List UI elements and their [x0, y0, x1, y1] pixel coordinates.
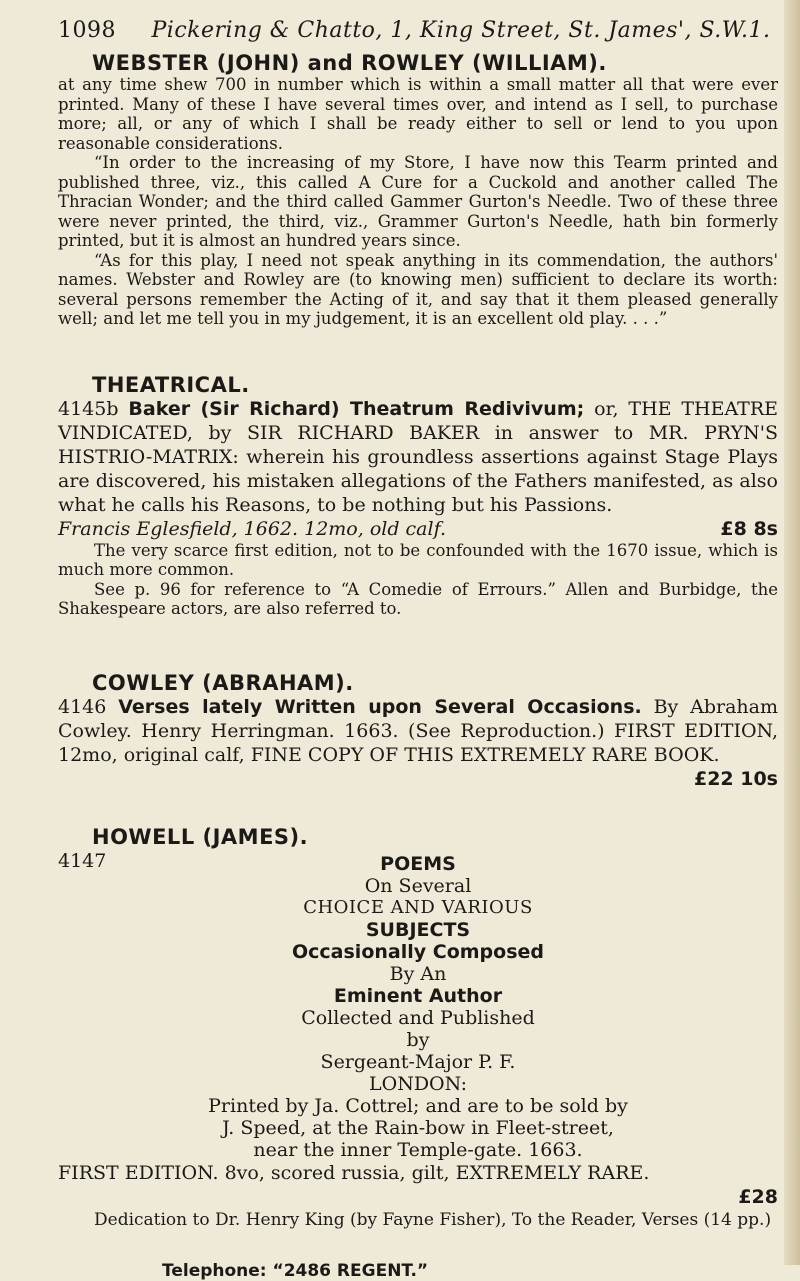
lot-edition: FIRST EDITION. 8vo, scored russia, gilt, EXTREMELY RARE. [58, 1161, 650, 1184]
entry-heading: WEBSTER (JOHN) and ROWLEY (WILLIAM). [92, 51, 607, 75]
telephone-footer: Telephone: “2486 REGENT.” [162, 1260, 429, 1281]
entry-text: at any time shew 700 in number which is within a small matter all that were ever printed. Many of these I have several times over, and intend as I sell, to purchase more; all, or any of which I shall be ready either to sell or lend to you upon reasonable considerations. [58, 75, 778, 153]
lot-note: See p. 96 for reference to “A Comedie of Errours.” Allen and Burbidge, the Shakespeare actors, are also referred to. [58, 579, 778, 618]
lot-price: £8 8s [720, 517, 778, 540]
running-header [58, 18, 778, 43]
lot-title: Baker (Sir Richard) Theatrum Redivivum; [128, 397, 585, 420]
title-page-transcription [58, 853, 778, 1161]
lot-number: 4146 [58, 695, 107, 718]
lot-price: £22 10s [693, 767, 778, 790]
title-page-line: Sergeant-Major P. F. [320, 1050, 516, 1073]
title-page-line: LONDON: [369, 1072, 467, 1095]
lot-text: or, THE THEATRE VINDICATED, by SIR RICHARD BAKER in answer to MR. PRYN'S HISTRIO-MATRIX: wherein his groundless assertions against Stage Plays are discovered, his mistaken allegations of the Fathers manifested, as also what he calls his Reasons, to be nothing but his Passions. [58, 397, 779, 516]
entry-heading: HOWELL (JAMES). [92, 824, 309, 849]
lot-number: 4147 [58, 849, 107, 872]
lot-number: 4145b [58, 397, 119, 420]
entry-webster [58, 51, 778, 329]
running-title: Pickering & Chatto, 1, King Street, St. James', S.W.1. [151, 18, 771, 43]
lot-note: Dedication to Dr. Henry King (by Fayne Fisher), To the Reader, Verses (14 pp.) [94, 1209, 772, 1230]
lot-price: £28 [738, 1185, 778, 1208]
title-page-line: by [406, 1028, 430, 1051]
page-edge-shadow [784, 0, 800, 1265]
lot-imprint: Francis Eglesfield, 1662. 12mo, old calf. [58, 517, 446, 540]
lot-price-line [58, 1185, 778, 1209]
lot-edition-line [58, 1161, 778, 1185]
title-page-line: On Several [364, 874, 472, 897]
title-page-line: CHOICE AND VARIOUS [303, 896, 533, 918]
title-page-line: Eminent Author [333, 984, 503, 1007]
title-page-line: near the inner Temple-gate. 1663. [253, 1138, 583, 1161]
lot-price-line [58, 767, 778, 791]
lot-imprint-line [58, 517, 778, 541]
title-page-line: Collected and Published [301, 1006, 535, 1029]
lot-text: By Abraham Cowley. Henry Herringman. 1663. (See Reproduction.) FIRST EDITION, 12mo, original calf, FINE COPY OF THIS EXTREMELY RARE BOOK. [58, 695, 778, 766]
entry-howell [58, 825, 778, 1231]
title-page-line: By An [389, 962, 447, 985]
entry-theatrical [58, 373, 778, 619]
title-page-line: SUBJECTS [365, 918, 471, 941]
title-page-line: POEMS [380, 852, 456, 875]
entry-heading: COWLEY (ABRAHAM). [92, 670, 354, 695]
lot-description [58, 695, 778, 767]
title-page-line: Printed by Ja. Cottrel; and are to be sold by [208, 1094, 628, 1117]
title-page-line: J. Speed, at the Rain-bow in Fleet-street, [222, 1116, 614, 1139]
entry-cowley [58, 671, 778, 791]
entry-heading: THEATRICAL. [92, 372, 250, 397]
title-page-line: Occasionally Composed [292, 940, 544, 963]
lot-note: The very scarce first edition, not to be confounded with the 1670 issue, which is much more common. [58, 540, 778, 579]
page-number: 1098 [58, 18, 116, 43]
lot-title: Verses lately Written upon Several Occasions. [118, 695, 642, 718]
entry-text: “As for this play, I need not speak anything in its commendation, the authors' names. Webster and Rowley are (to knowing men) sufficient to declare its worth: several persons remember the Acting of it, and say that it them pleased generally well; and let me tell you in my judgement, it is an excellent old play. . . .” [58, 250, 778, 328]
lot-description [58, 397, 778, 517]
catalogue-page [58, 18, 778, 1281]
entry-text: “In order to the increasing of my Store, I have now this Tearm printed and published three, viz., this called A Cure for a Cuckold and another called The Thracian Wonder; and the third called Gammer Gurton's Needle. Two of these three were never printed, the third, viz., Grammer Gurton's Needle, hath bin formerly printed, but it is almost an hundred years since. [58, 153, 778, 250]
